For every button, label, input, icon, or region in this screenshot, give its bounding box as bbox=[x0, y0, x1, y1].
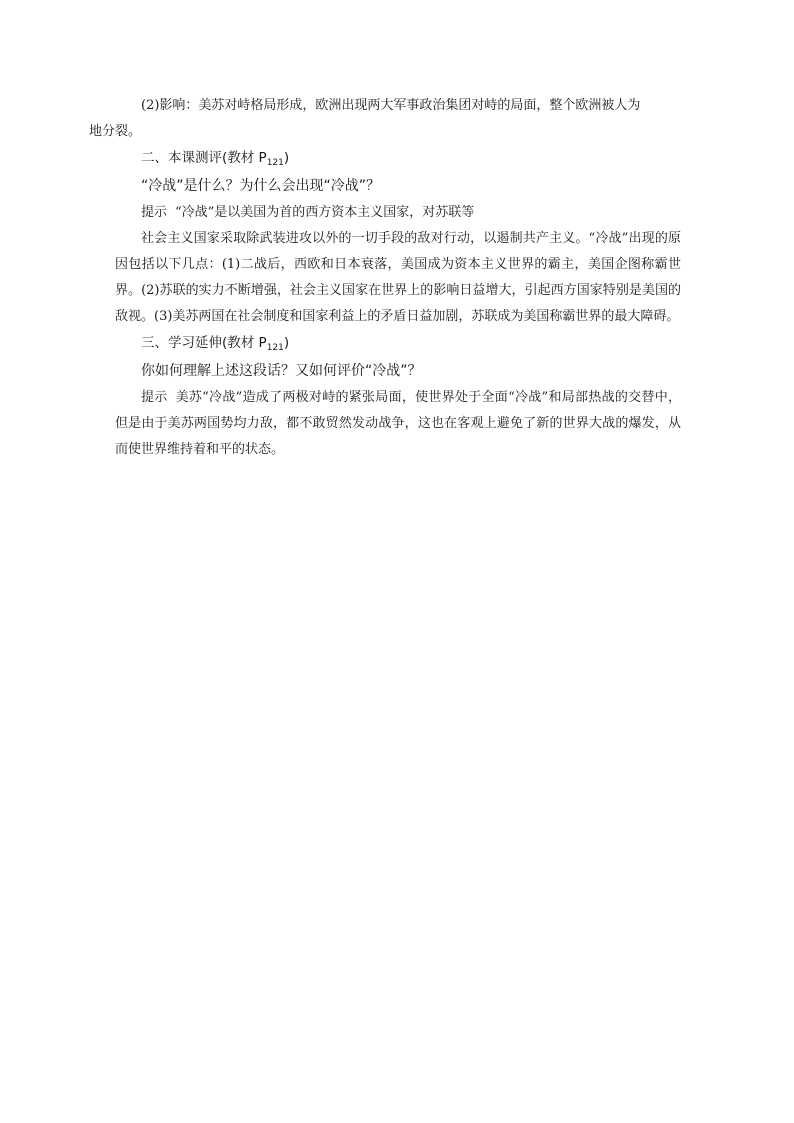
section3-heading-text: 三、学习延伸(教材 P bbox=[141, 335, 267, 351]
section2-heading bbox=[115, 145, 681, 172]
section2-hint-text: “冷战”是以美国为首的西方资本主义国家，对苏联等 bbox=[175, 205, 475, 220]
influence-line-1: (2)影响：美苏对峙格局形成，欧洲出现两大军事政治集团对峙的局面，整个欧洲被人为 bbox=[141, 98, 641, 113]
section3-hint-paragraph bbox=[115, 385, 681, 463]
section2-heading-page: 121 bbox=[266, 158, 284, 168]
section3-hint-text: 美苏“冷战”造成了两极对峙的紧张局面，使世界处于全面“冷战”和局部热战的交替中，但是由于美苏两国势均力敌，都不敢贸然发动战争，这也在客观上避免了新的世界大战的爆发，从而使世界维持着和平的状态。 bbox=[115, 390, 681, 457]
influence-paragraph bbox=[89, 93, 681, 145]
influence-line-2: 地分裂。 bbox=[89, 124, 142, 139]
section3-question: 你如何理解上述这段话？又如何评价“冷战”？ bbox=[141, 363, 422, 379]
section2-heading-text: 二、本课测评(教材 P bbox=[141, 150, 267, 166]
section2-question: “冷战”是什么？为什么会出现“冷战”？ bbox=[141, 178, 381, 194]
section3-heading-page: 121 bbox=[266, 343, 284, 353]
section3-heading bbox=[115, 330, 681, 357]
section3-hint-label: 提示 bbox=[141, 390, 168, 405]
section2-heading-close: ) bbox=[283, 150, 290, 166]
document-page bbox=[89, 93, 681, 463]
section2-hint-label: 提示 bbox=[141, 205, 168, 220]
section3-heading-close: ) bbox=[283, 335, 290, 351]
section2-hint-line bbox=[115, 200, 681, 226]
section2-hint-paragraph: 社会主义国家采取除武装进攻以外的一切手段的敌对行动，以遏制共产主义。“冷战”出现的原因包括以下几点：(1)二战后，西欧和日本衰落，美国成为资本主义世界的霸主，美国企图称霸世界。(2)苏联的实力不断增强，社会主义国家在世界上的影响日益增大，引起西方国家特别是美国的敌视。(3)美苏两国在社会制度和国家利益上的矛盾日益加剧，苏联成为美国称霸世界的最大障碍。 bbox=[115, 231, 681, 324]
